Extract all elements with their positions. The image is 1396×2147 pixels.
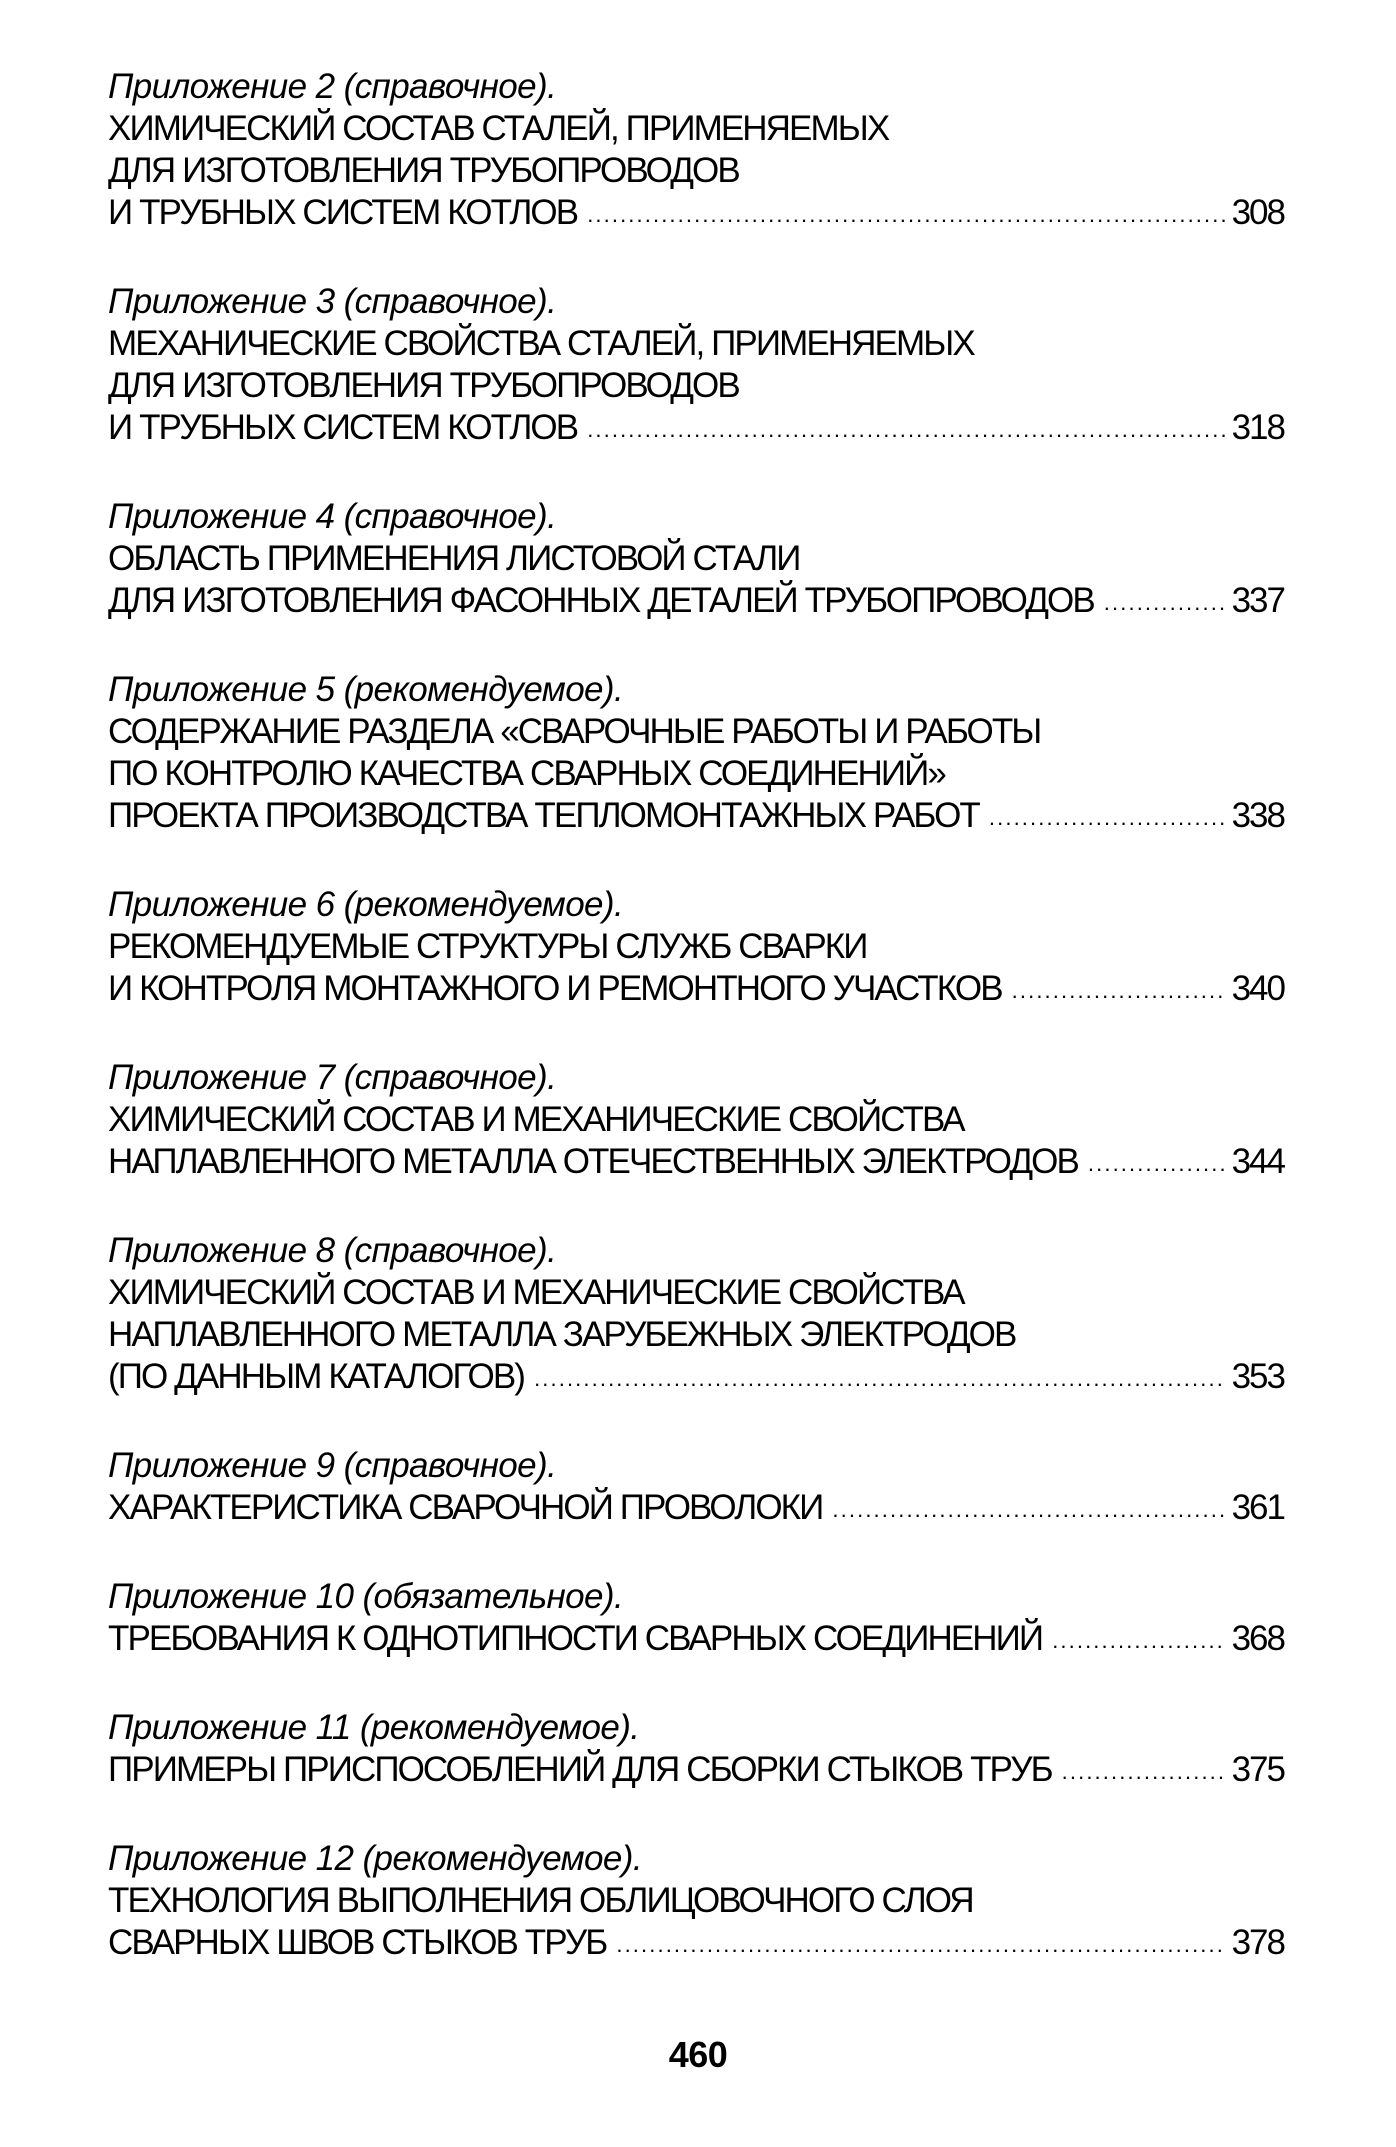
appendix-title-line: МЕХАНИЧЕСКИЕ СВОЙСТВА СТАЛЕЙ, ПРИМЕНЯЕМЫХ	[108, 324, 974, 363]
dot-leader	[832, 1489, 1225, 1531]
appendix-title-line: ТЕХНОЛОГИЯ ВЫПОЛНЕНИЯ ОБЛИЦОВОЧНОГО СЛОЯ	[108, 1881, 973, 1920]
table-of-contents	[108, 66, 1284, 1964]
entry-spacer	[108, 1183, 1284, 1230]
toc-entry[interactable]	[108, 1838, 1284, 1964]
appendix-heading: Приложение 10 (обязательное).	[108, 1577, 624, 1616]
entry-spacer	[108, 449, 1284, 496]
appendix-title-last-line	[108, 1356, 1284, 1398]
appendix-title-line: НАПЛАВЛЕННОГО МЕТАЛЛА ЗАРУБЕЖНЫХ ЭЛЕКТРОДОВ	[108, 1315, 1016, 1354]
toc-page-number[interactable]: 318	[1231, 408, 1284, 447]
dot-leader	[1104, 582, 1226, 624]
toc-page-number[interactable]: 308	[1231, 193, 1284, 232]
entry-spacer	[108, 234, 1284, 281]
toc-page-number[interactable]: 337	[1231, 581, 1284, 620]
appendix-title-line: ХИМИЧЕСКИЙ СОСТАВ И МЕХАНИЧЕСКИЕ СВОЙСТВА	[108, 1100, 964, 1139]
appendix-title-text: ХАРАКТЕРИСТИКА СВАРОЧНОЙ ПРОВОЛОКИ	[108, 1488, 823, 1527]
appendix-title-line: ДЛЯ ИЗГОТОВЛЕНИЯ ТРУБОПРОВОДОВ	[108, 151, 739, 190]
entry-spacer	[108, 1010, 1284, 1057]
appendix-title-text: СВАРНЫХ ШВОВ СТЫКОВ ТРУБ	[108, 1923, 607, 1962]
appendix-heading: Приложение 9 (справочное).	[108, 1446, 557, 1485]
appendix-title-line: ХИМИЧЕСКИЙ СОСТАВ И МЕХАНИЧЕСКИЕ СВОЙСТВА	[108, 1273, 964, 1312]
dot-leader	[534, 1358, 1226, 1400]
toc-page-number[interactable]: 340	[1231, 969, 1284, 1008]
toc-entry[interactable]	[108, 1057, 1284, 1183]
dot-leader	[989, 797, 1226, 839]
appendix-heading: Приложение 6 (рекомендуемое).	[108, 885, 624, 924]
appendix-title-text: ПРОЕКТА ПРОИЗВОДСТВА ТЕПЛОМОНТАЖНЫХ РАБОТ	[108, 796, 979, 835]
toc-page-number[interactable]: 375	[1231, 1750, 1284, 1789]
page-number: 460	[668, 2034, 728, 2075]
dot-leader	[1052, 1620, 1225, 1662]
appendix-title-last-line	[108, 795, 1284, 837]
appendix-title-line: СОДЕРЖАНИЕ РАЗДЕЛА «СВАРОЧНЫЕ РАБОТЫ И РАБОТЫ	[108, 712, 1041, 751]
appendix-heading: Приложение 8 (справочное).	[108, 1231, 557, 1270]
appendix-title-text: НАПЛАВЛЕННОГО МЕТАЛЛА ОТЕЧЕСТВЕННЫХ ЭЛЕКТРОДОВ	[108, 1142, 1078, 1181]
appendix-title-last-line	[108, 1141, 1284, 1183]
toc-entry[interactable]	[108, 1707, 1284, 1791]
dot-leader	[1012, 970, 1226, 1012]
appendix-title-last-line	[108, 1749, 1284, 1791]
toc-entry[interactable]	[108, 1445, 1284, 1529]
appendix-title-line: РЕКОМЕНДУЕМЫЕ СТРУКТУРЫ СЛУЖБ СВАРКИ	[108, 927, 867, 966]
appendix-title-last-line	[108, 968, 1284, 1010]
dot-leader	[1062, 1751, 1226, 1793]
appendix-title-last-line	[108, 1487, 1284, 1529]
appendix-title-line: ПО КОНТРОЛЮ КАЧЕСТВА СВАРНЫХ СОЕДИНЕНИЙ»	[108, 754, 945, 793]
toc-entry[interactable]	[108, 1576, 1284, 1660]
toc-page-number[interactable]: 378	[1231, 1923, 1284, 1962]
entry-spacer	[108, 1529, 1284, 1576]
toc-page-number[interactable]: 353	[1231, 1357, 1284, 1396]
appendix-title-last-line	[108, 192, 1284, 234]
dot-leader	[587, 194, 1225, 236]
toc-entry[interactable]	[108, 66, 1284, 234]
appendix-title-text: ДЛЯ ИЗГОТОВЛЕНИЯ ФАСОННЫХ ДЕТАЛЕЙ ТРУБОПРОВОДОВ	[108, 581, 1094, 620]
appendix-heading: Приложение 3 (справочное).	[108, 282, 557, 321]
entry-spacer	[108, 1660, 1284, 1707]
appendix-title-last-line	[108, 1922, 1284, 1964]
toc-page-number[interactable]: 361	[1231, 1488, 1284, 1527]
toc-entry[interactable]	[108, 496, 1284, 622]
appendix-title-text: И КОНТРОЛЯ МОНТАЖНОГО И РЕМОНТНОГО УЧАСТКОВ	[108, 969, 1002, 1008]
appendix-title-text: ПРИМЕРЫ ПРИСПОСОБЛЕНИЙ ДЛЯ СБОРКИ СТЫКОВ ТРУБ	[108, 1750, 1052, 1789]
appendix-title-line: ХИМИЧЕСКИЙ СОСТАВ СТАЛЕЙ, ПРИМЕНЯЕМЫХ	[108, 109, 889, 148]
appendix-heading: Приложение 2 (справочное).	[108, 67, 557, 106]
entry-spacer	[108, 622, 1284, 669]
toc-page-number[interactable]: 368	[1231, 1619, 1284, 1658]
appendix-heading: Приложение 4 (справочное).	[108, 497, 557, 536]
appendix-title-text: (ПО ДАННЫМ КАТАЛОГОВ)	[108, 1357, 525, 1396]
toc-page-number[interactable]: 338	[1231, 796, 1284, 835]
toc-entry[interactable]	[108, 884, 1284, 1010]
dot-leader	[1088, 1143, 1226, 1185]
toc-entry[interactable]	[108, 669, 1284, 837]
appendix-title-text: И ТРУБНЫХ СИСТЕМ КОТЛОВ	[108, 408, 578, 447]
appendix-heading: Приложение 5 (рекомендуемое).	[108, 670, 624, 709]
appendix-title-text: И ТРУБНЫХ СИСТЕМ КОТЛОВ	[108, 193, 578, 232]
appendix-heading: Приложение 12 (рекомендуемое).	[108, 1839, 642, 1878]
appendix-title-last-line	[108, 580, 1284, 622]
appendix-heading: Приложение 7 (справочное).	[108, 1058, 557, 1097]
entry-spacer	[108, 837, 1284, 884]
appendix-title-text: ТРЕБОВАНИЯ К ОДНОТИПНОСТИ СВАРНЫХ СОЕДИНЕНИЙ	[108, 1619, 1043, 1658]
toc-entry[interactable]	[108, 281, 1284, 449]
dot-leader	[587, 409, 1225, 451]
entry-spacer	[108, 1791, 1284, 1838]
appendix-title-last-line	[108, 1618, 1284, 1660]
appendix-title-line: ДЛЯ ИЗГОТОВЛЕНИЯ ТРУБОПРОВОДОВ	[108, 366, 739, 405]
appendix-title-last-line	[108, 407, 1284, 449]
appendix-title-line: ОБЛАСТЬ ПРИМЕНЕНИЯ ЛИСТОВОЙ СТАЛИ	[108, 539, 800, 578]
dot-leader	[616, 1924, 1225, 1966]
toc-entry[interactable]	[108, 1230, 1284, 1398]
entry-spacer	[108, 1398, 1284, 1445]
toc-page-number[interactable]: 344	[1231, 1142, 1284, 1181]
appendix-heading: Приложение 11 (рекомендуемое).	[108, 1708, 640, 1747]
